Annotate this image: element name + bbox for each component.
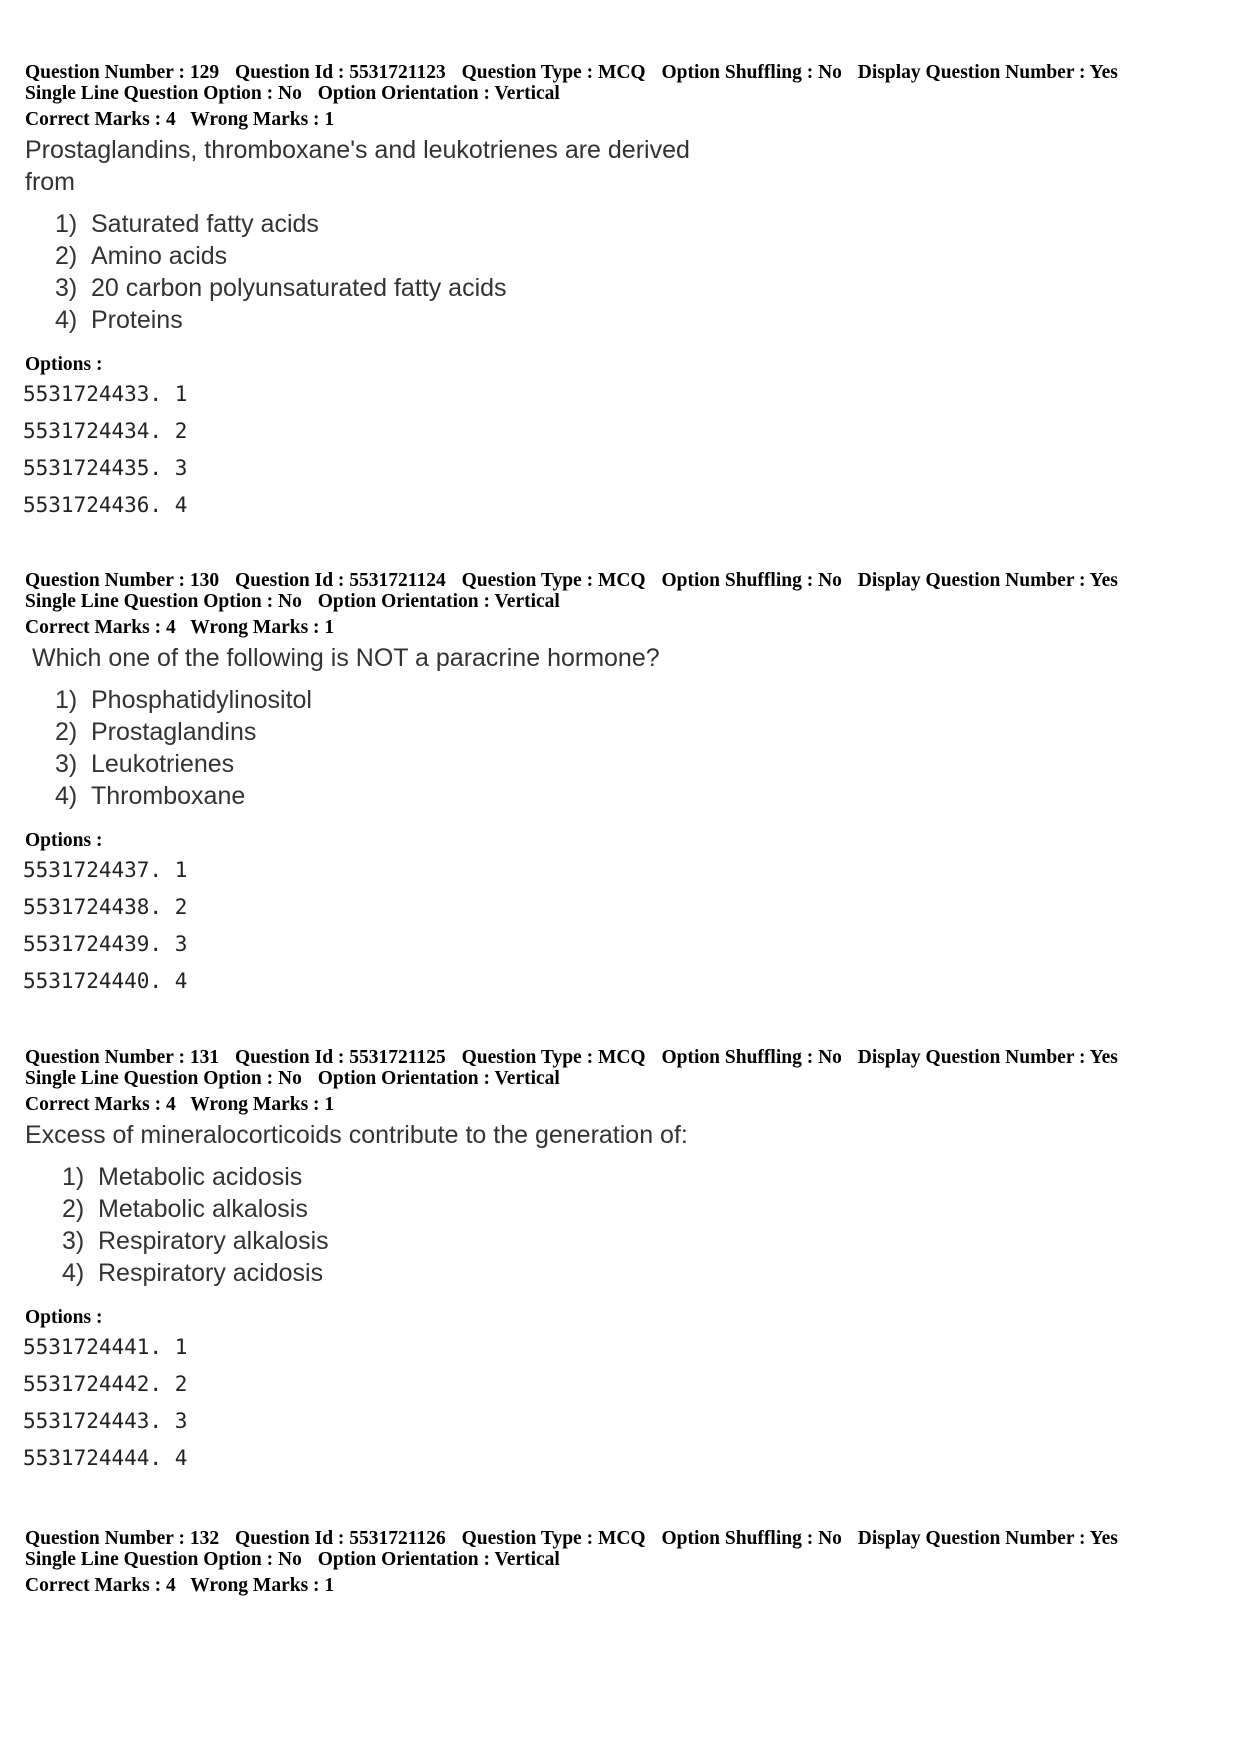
marks-line (25, 1094, 1225, 1115)
option-shuffling: Option Shuffling : No (661, 1047, 842, 1068)
choice-number: 2) (55, 718, 78, 746)
question-text-line: Excess of mineralocorticoids contribute to the generation of: (25, 1121, 688, 1149)
wrong-marks: Wrong Marks : 1 (190, 1094, 335, 1115)
option-id-list (25, 376, 1225, 524)
option-id: 5531724439. 3 (23, 932, 188, 956)
choice-number: 3) (55, 274, 78, 302)
display-question-number: Display Question Number : Yes (857, 62, 1118, 83)
correct-marks: Correct Marks : 4 (25, 617, 176, 638)
wrong-marks: Wrong Marks : 1 (190, 1575, 335, 1596)
single-line-option: Single Line Question Option : No (25, 1068, 302, 1089)
wrong-marks: Wrong Marks : 1 (190, 109, 335, 130)
question-meta-line-1 (25, 62, 1225, 83)
choice-text: Respiratory alkalosis (98, 1227, 329, 1255)
choice-text: Thromboxane (91, 782, 246, 810)
display-question-number: Display Question Number : Yes (857, 1047, 1118, 1068)
option-id: 5531724443. 3 (23, 1409, 188, 1433)
question-number: Question Number : 131 (25, 1047, 220, 1068)
question-image (25, 642, 1225, 812)
choice-text: Leukotrienes (91, 750, 235, 778)
answer-choice (55, 780, 1225, 812)
question-type: Question Type : MCQ (461, 62, 646, 83)
choice-number: 4) (55, 306, 78, 334)
answer-choice (62, 1193, 1225, 1225)
answer-choice (62, 1161, 1225, 1193)
option-orientation: Option Orientation : Vertical (317, 83, 560, 104)
answer-choice (55, 684, 1225, 716)
question-image (25, 1119, 1225, 1289)
marks-line (25, 109, 1225, 130)
question-id: Question Id : 5531721123 (234, 62, 446, 83)
answer-choice-list (25, 684, 1225, 812)
correct-marks: Correct Marks : 4 (25, 1575, 176, 1596)
marks-line (25, 617, 1225, 638)
marks-line (25, 1575, 1225, 1596)
answer-choice-list (25, 208, 1225, 336)
question-meta-line-1 (25, 570, 1225, 591)
question-meta-line-2 (25, 1549, 1225, 1570)
correct-marks: Correct Marks : 4 (25, 109, 176, 130)
question-type: Question Type : MCQ (461, 1047, 646, 1068)
option-id: 5531724440. 4 (23, 969, 188, 993)
choice-number: 1) (55, 686, 78, 714)
question-id: Question Id : 5531721125 (234, 1047, 446, 1068)
choice-text: Proteins (91, 306, 183, 334)
options-label: Options : (25, 830, 103, 851)
option-id: 5531724442. 2 (23, 1372, 188, 1396)
choice-text: Metabolic acidosis (98, 1163, 303, 1191)
display-question-number: Display Question Number : Yes (857, 570, 1118, 591)
question-block-132 (25, 1528, 1225, 1596)
choice-number: 4) (55, 782, 78, 810)
choice-text: Saturated fatty acids (91, 210, 319, 238)
question-block-130 (25, 570, 1225, 1000)
option-orientation: Option Orientation : Vertical (317, 1549, 560, 1570)
choice-number: 1) (62, 1163, 85, 1191)
choice-text: Phosphatidylinositol (91, 686, 312, 714)
question-text-line: from (25, 168, 75, 196)
question-meta-line-2 (25, 83, 1225, 104)
option-id: 5531724436. 4 (23, 493, 188, 517)
answer-choice (55, 748, 1225, 780)
question-number: Question Number : 132 (25, 1528, 220, 1549)
question-text-line: Which one of the following is NOT a paracrine hormone? (32, 644, 660, 672)
choice-text: Prostaglandins (91, 718, 257, 746)
option-id: 5531724444. 4 (23, 1446, 188, 1470)
option-id-list (25, 1329, 1225, 1477)
answer-choice (62, 1225, 1225, 1257)
choice-text: 20 carbon polyunsaturated fatty acids (91, 274, 507, 302)
question-id: Question Id : 5531721126 (234, 1528, 446, 1549)
option-orientation: Option Orientation : Vertical (317, 591, 560, 612)
choice-number: 2) (55, 242, 78, 270)
question-block-129 (25, 62, 1225, 524)
options-label: Options : (25, 354, 103, 375)
answer-choice-list (25, 1161, 1225, 1289)
single-line-option: Single Line Question Option : No (25, 591, 302, 612)
option-id: 5531724435. 3 (23, 456, 188, 480)
question-meta-line-1 (25, 1528, 1225, 1549)
choice-text: Amino acids (91, 242, 228, 270)
answer-choice (55, 272, 1225, 304)
option-shuffling: Option Shuffling : No (661, 1528, 842, 1549)
option-shuffling: Option Shuffling : No (661, 62, 842, 83)
question-type: Question Type : MCQ (461, 570, 646, 591)
choice-number: 4) (62, 1259, 85, 1287)
answer-choice (55, 716, 1225, 748)
answer-choice (55, 240, 1225, 272)
choice-number: 3) (55, 750, 78, 778)
display-question-number: Display Question Number : Yes (857, 1528, 1118, 1549)
single-line-option: Single Line Question Option : No (25, 1549, 302, 1570)
option-id: 5531724438. 2 (23, 895, 188, 919)
question-meta-line-2 (25, 1068, 1225, 1089)
choice-number: 2) (62, 1195, 85, 1223)
option-id-list (25, 852, 1225, 1000)
answer-choice (55, 304, 1225, 336)
wrong-marks: Wrong Marks : 1 (190, 617, 335, 638)
question-text-line: Prostaglandins, thromboxane's and leukotrienes are derived (25, 136, 690, 164)
question-meta-line-2 (25, 591, 1225, 612)
choice-text: Metabolic alkalosis (98, 1195, 308, 1223)
answer-choice (55, 208, 1225, 240)
single-line-option: Single Line Question Option : No (25, 83, 302, 104)
question-image (25, 134, 1225, 336)
question-type: Question Type : MCQ (461, 1528, 646, 1549)
choice-number: 1) (55, 210, 78, 238)
choice-text: Respiratory acidosis (98, 1259, 324, 1287)
option-id: 5531724434. 2 (23, 419, 188, 443)
correct-marks: Correct Marks : 4 (25, 1094, 176, 1115)
question-block-131 (25, 1047, 1225, 1477)
choice-number: 3) (62, 1227, 85, 1255)
answer-choice (62, 1257, 1225, 1289)
options-label: Options : (25, 1307, 103, 1328)
option-id: 5531724441. 1 (23, 1335, 188, 1359)
option-id: 5531724437. 1 (23, 858, 188, 882)
question-id: Question Id : 5531721124 (234, 570, 446, 591)
option-orientation: Option Orientation : Vertical (317, 1068, 560, 1089)
question-meta-line-1 (25, 1047, 1225, 1068)
option-id: 5531724433. 1 (23, 382, 188, 406)
question-number: Question Number : 130 (25, 570, 220, 591)
option-shuffling: Option Shuffling : No (661, 570, 842, 591)
question-number: Question Number : 129 (25, 62, 220, 83)
